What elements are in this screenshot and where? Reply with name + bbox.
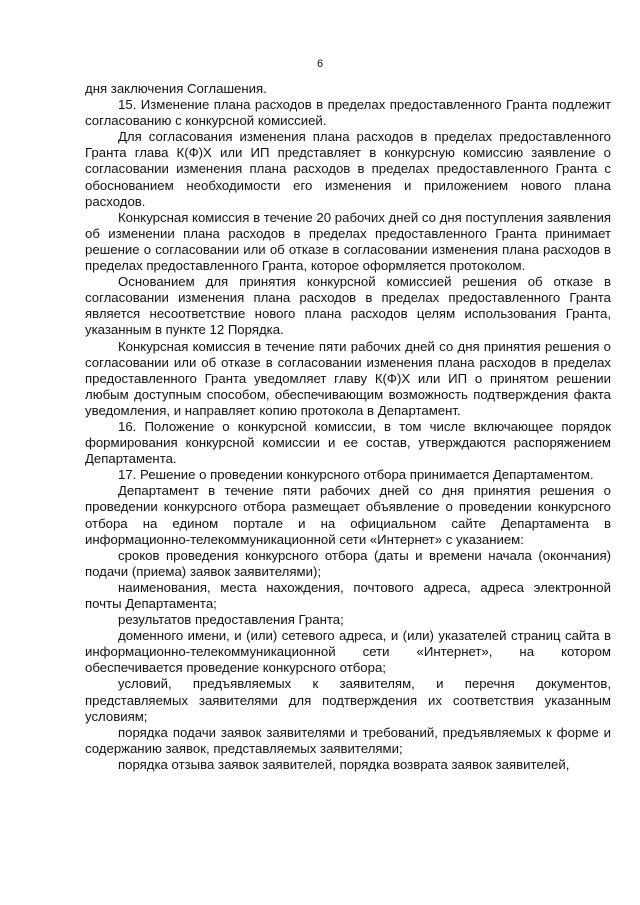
paragraph-item-15: 15. Изменение плана расходов в пределах предоставленного Гранта подлежит согласованию с конкурсной комиссией. <box>85 97 611 129</box>
paragraph-continuation: дня заключения Соглашения. <box>85 81 267 96</box>
list-item: доменного имени, и (или) сетевого адреса, и (или) указателей страниц сайта в информационно-телекоммуникационной сети «Интернет», на котором обеспечивается проведение конкурсного отбора; <box>85 628 611 676</box>
paragraph: Основанием для принятия конкурсной комиссией решения об отказе в согласовании изменения плана расходов в пределах предоставленного Гранта является несоответствие нового плана расходов целям использования Гранта, указанным в пункте 12 Порядка. <box>85 274 611 338</box>
list-item: порядка подачи заявок заявителями и требований, предъявляемых к форме и содержанию заявок, представляемых заявителями; <box>85 724 611 756</box>
list-item: наименования, места нахождения, почтового адреса, адреса электронной почты Департамента; <box>85 579 611 611</box>
paragraph: Конкурсная комиссия в течение пяти рабочих дней со дня принятия решения о согласовании или об отказе в согласовании изменения плана расходов в пределах предоставленного Гранта уведомляет главу К(Ф)Х или ИП о принятом решении любым доступным способом, обеспечивающим возможность подтверждения факта уведомления, и направляет копию протокола в Департамент. <box>85 338 611 418</box>
list-item: порядка отзыва заявок заявителей, порядка возврата заявок заявителей, <box>118 756 570 772</box>
list-item: сроков проведения конкурсного отбора (даты и времени начала (окончания) подачи (приема) заявок заявителями); <box>85 547 611 579</box>
list-item: результатов предоставления Гранта; <box>118 612 344 628</box>
document-body <box>85 81 611 773</box>
paragraph-item-17: 17. Решение о проведении конкурсного отбора принимается Департаментом. <box>118 467 594 483</box>
paragraph: Конкурсная комиссия в течение 20 рабочих дней со дня поступления заявления об изменении плана расходов в пределах предоставленного Гранта принимает решение о согласовании или об отказе в согласовании изменения плана расходов в пределах предоставленного Гранта, которое оформляется протоколом. <box>85 209 611 274</box>
list-item: условий, предъявляемых к заявителям, и перечня документов, представляемых заявителями для подтверждения их соответствия указанным условиям; <box>85 676 611 724</box>
paragraph: Департамент в течение пяти рабочих дней со дня принятия решения о проведении конкурсного отбора размещает объявление о проведении конкурсного отбора на едином портале и на официальном сайте Департамента в информационно-телекоммуникационной сети «Интернет» с указанием: <box>85 483 611 547</box>
page-number: 6 <box>316 58 324 70</box>
paragraph-item-16: 16. Положение о конкурсной комиссии, в том числе включающее порядок формирования конкурсной комиссии и ее состав, утверждаются распоряжением Департамента. <box>85 418 611 467</box>
paragraph: Для согласования изменения плана расходов в пределах предоставленного Гранта глава К(Ф)Х или ИП представляет в конкурсную комиссию заявление о согласовании изменения плана расходов в пределах предоставленного Гранта с обоснованием необходимости его изменения и приложением нового плана расходов. <box>85 129 611 209</box>
